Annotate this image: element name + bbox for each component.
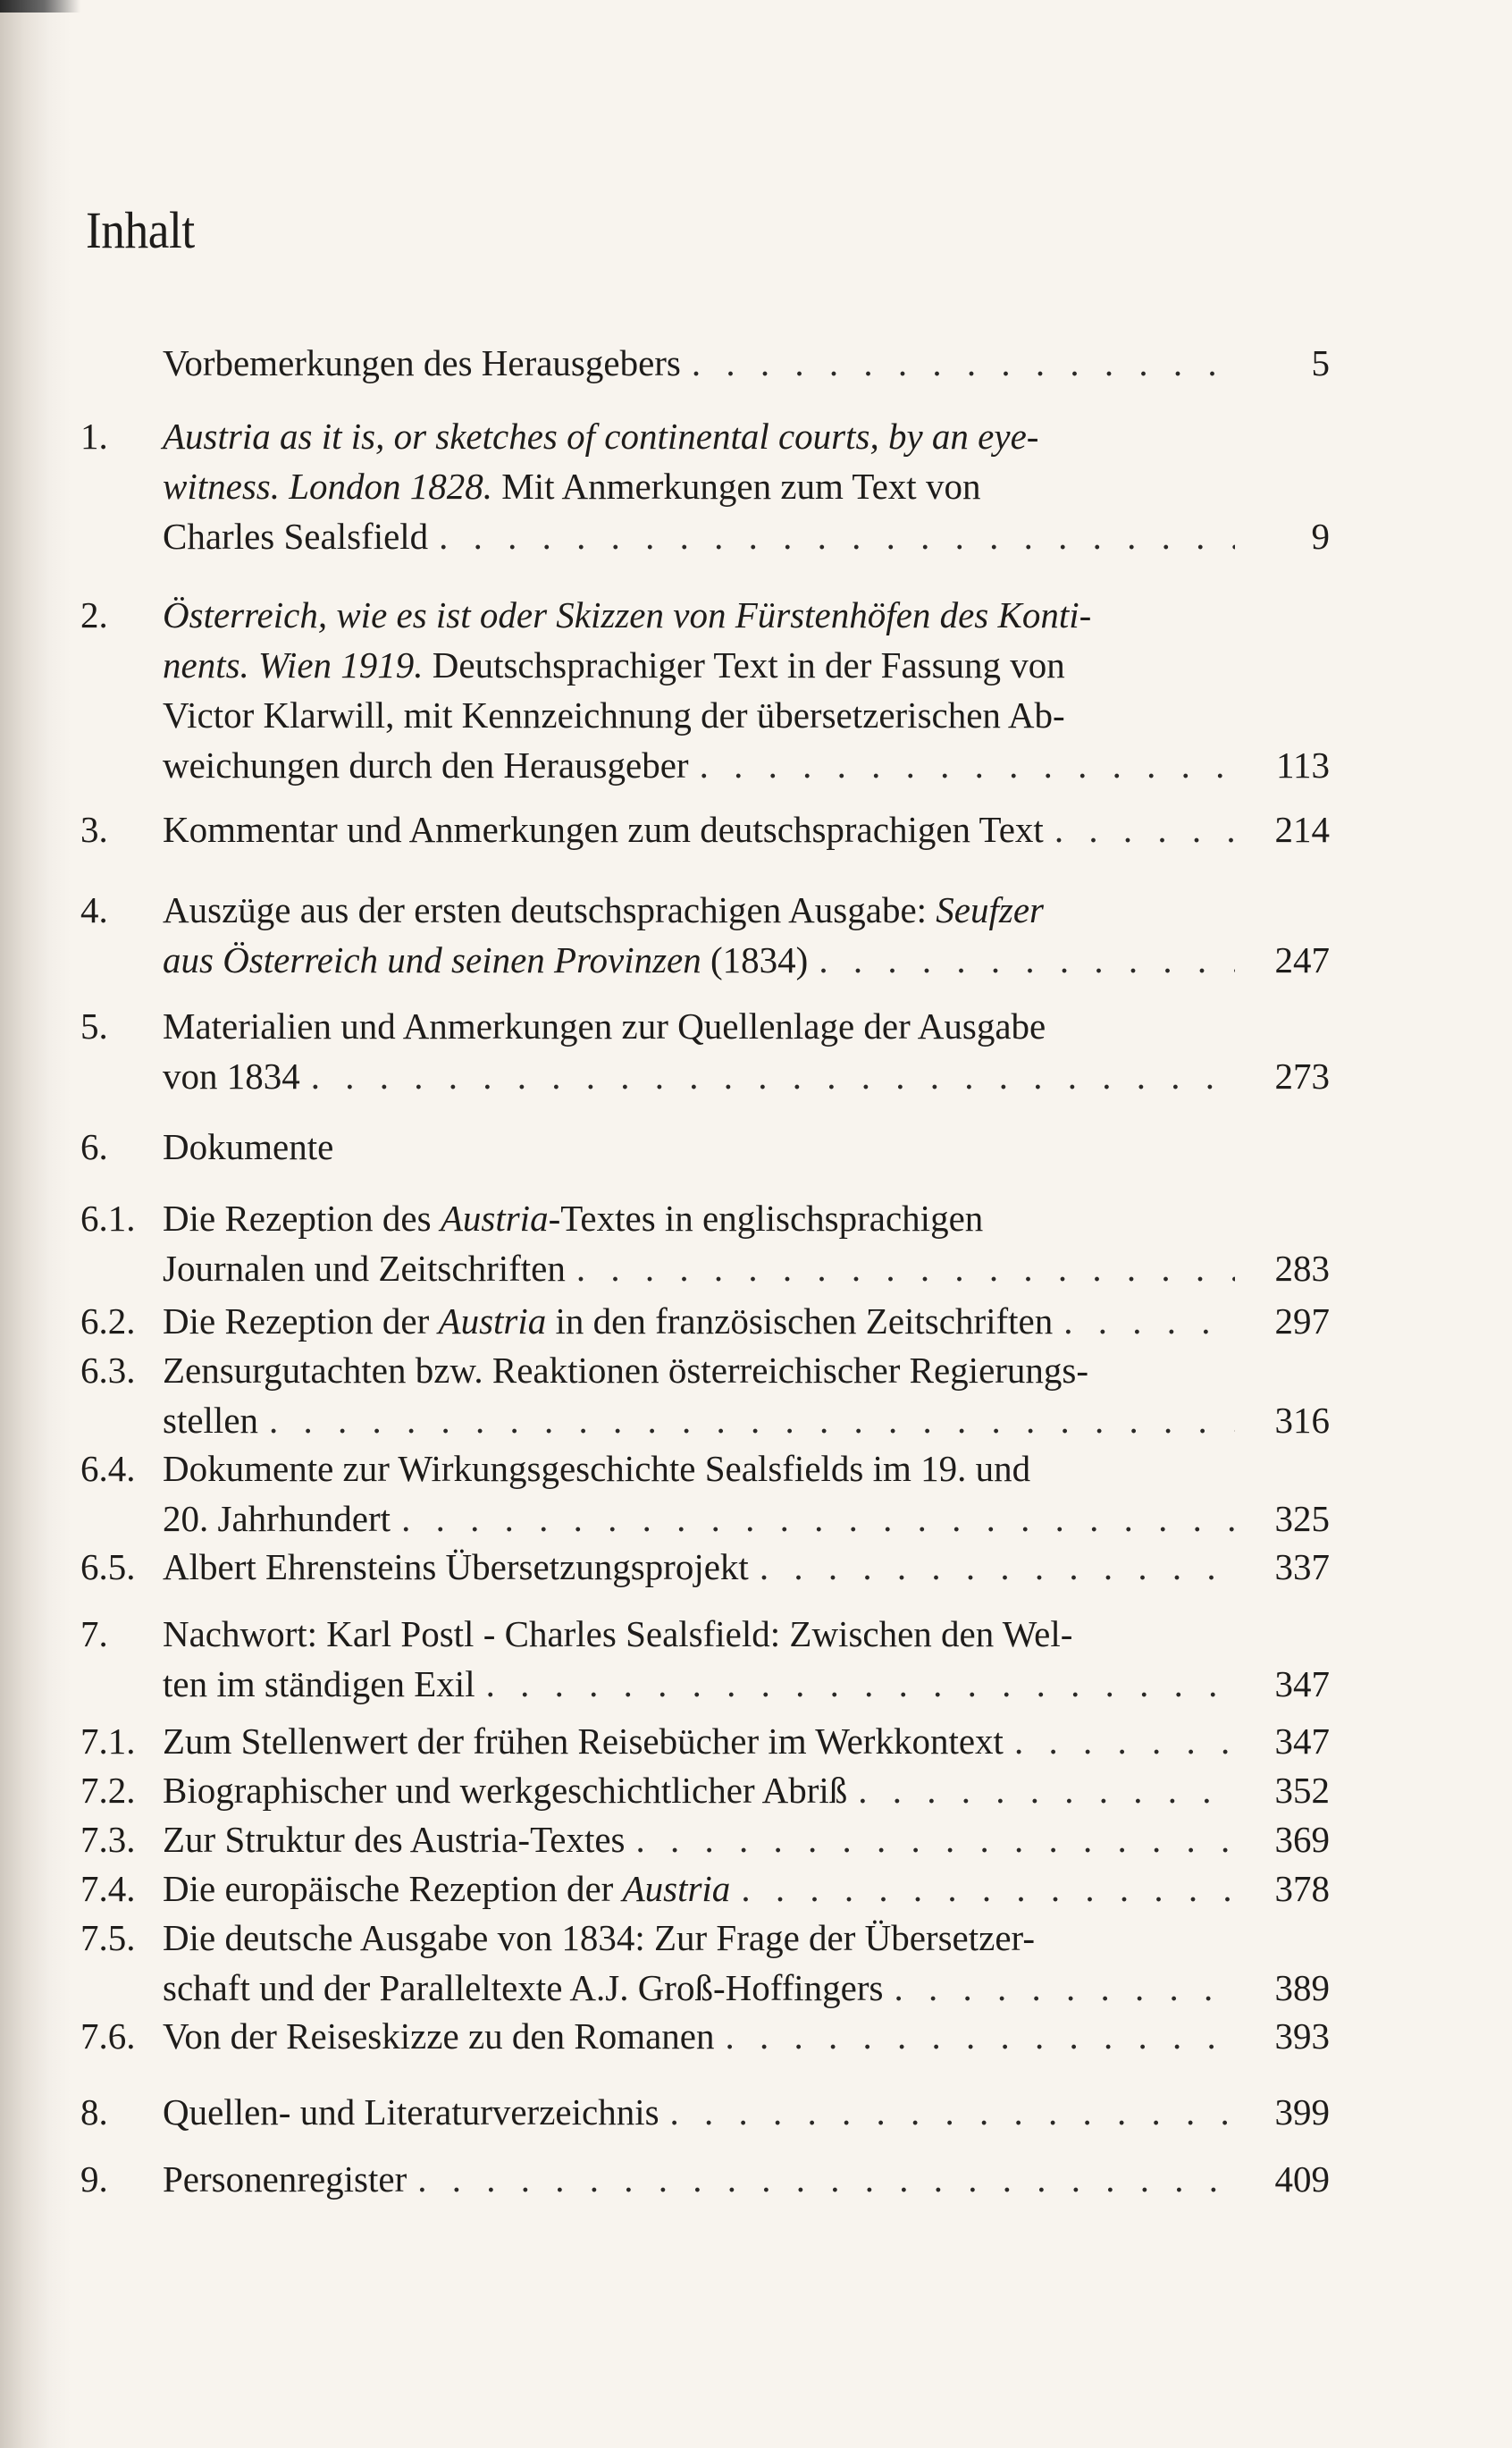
toc-entry-number: 7. xyxy=(80,1613,108,1654)
dot-leader xyxy=(475,1659,1235,1709)
toc-entry-number: 7.3. xyxy=(80,1819,136,1860)
dot-leader xyxy=(714,2011,1235,2061)
toc-entry-number: 7.1. xyxy=(80,1720,136,1762)
dot-leader xyxy=(808,935,1235,985)
toc-page-number: 325 xyxy=(1274,1498,1330,1539)
toc-entry[interactable] xyxy=(0,885,1512,985)
toc-page-number: 5 xyxy=(1311,342,1330,383)
toc-entry-number: 4. xyxy=(80,889,108,930)
toc-entry-number: 6.2. xyxy=(80,1300,136,1342)
toc-page-number: 393 xyxy=(1274,2015,1330,2057)
toc-entry-title-line: Kommentar und Anmerkungen zum deutschsprachigen Text xyxy=(163,809,1044,850)
dot-leader xyxy=(258,1395,1235,1445)
toc-entry-title-line: Victor Klarwill, mit Kennzeichnung der übersetzerischen Ab- xyxy=(163,694,1065,736)
toc-page-number: 389 xyxy=(1274,1967,1330,2008)
toc-page-number: 316 xyxy=(1274,1400,1330,1441)
toc-entry[interactable] xyxy=(0,1765,1512,1815)
toc-entry[interactable] xyxy=(0,804,1512,854)
toc-entry-title-line: von 1834 xyxy=(163,1056,300,1097)
toc-entry-title-line: weichungen durch den Herausgeber xyxy=(163,744,689,786)
toc-entry-title-line: Nachwort: Karl Postl - Charles Sealsfield: Zwischen den Wel- xyxy=(163,1613,1073,1654)
toc-entry[interactable] xyxy=(0,2011,1512,2061)
toc-entry-number: 6.1. xyxy=(80,1198,136,1239)
toc-entry-number: 6.3. xyxy=(80,1350,136,1391)
toc-entry-title-line: Charles Sealsfield xyxy=(163,516,429,557)
toc-entry-title-line: Dokumente zur Wirkungsgeschichte Sealsfields im 19. und xyxy=(163,1448,1031,1489)
toc-entry-title-line: Von der Reiseskizze zu den Romanen xyxy=(163,2015,715,2057)
toc-entry[interactable] xyxy=(0,338,1512,388)
toc-page-number: 214 xyxy=(1274,809,1330,850)
dot-leader xyxy=(407,2154,1235,2204)
toc-entry-title-line: Albert Ehrensteins Übersetzungsprojekt xyxy=(163,1546,749,1587)
toc-page-number: 352 xyxy=(1274,1770,1330,1811)
toc-page-number: 347 xyxy=(1274,1720,1330,1762)
toc-page-number: 297 xyxy=(1274,1300,1330,1342)
toc-entry-title-line: Zensurgutachten bzw. Reaktionen österreichischer Regierungs- xyxy=(163,1350,1089,1391)
toc-page-number: 283 xyxy=(1274,1248,1330,1289)
toc-entry-title-line: Personenregister xyxy=(163,2158,407,2200)
toc-entry-title-line: nents. Wien 1919. Deutschsprachiger Text in der Fassung von xyxy=(163,644,1065,686)
toc-entry-number: 7.5. xyxy=(80,1917,136,1958)
dot-leader xyxy=(847,1765,1235,1815)
toc-entry[interactable] xyxy=(0,1814,1512,1864)
dot-leader xyxy=(626,1814,1235,1864)
toc-entry-title-line: Die europäische Rezeption der Austria xyxy=(163,1868,731,1909)
dot-leader xyxy=(659,2087,1235,2137)
toc-entry[interactable] xyxy=(0,1122,1512,1172)
toc-entry[interactable] xyxy=(0,1443,1512,1544)
page-corner-mark xyxy=(0,0,80,13)
dot-leader xyxy=(566,1243,1235,1293)
toc-entry-number: 7.2. xyxy=(80,1770,136,1811)
dot-leader xyxy=(749,1542,1235,1592)
toc-entry-title-line: ten im ständigen Exil xyxy=(163,1663,475,1704)
dot-leader xyxy=(1053,1296,1235,1346)
toc-entry-title-line: stellen xyxy=(163,1400,259,1441)
toc-entry-title-line: 20. Jahrhundert xyxy=(163,1498,391,1539)
toc-page-number: 9 xyxy=(1311,516,1330,557)
toc-entry-title-line: Dokumente xyxy=(163,1126,334,1167)
toc-entry[interactable] xyxy=(0,1542,1512,1592)
toc-entry-number: 2. xyxy=(80,594,108,635)
toc-entry-number: 6.4. xyxy=(80,1448,136,1489)
toc-entry-title-line: Zum Stellenwert der frühen Reisebücher im Werkkontext xyxy=(163,1720,1004,1762)
toc-entry-title-line: Materialien und Anmerkungen zur Quellenlage der Ausgabe xyxy=(163,1005,1046,1047)
toc-entry[interactable] xyxy=(0,411,1512,561)
toc-entry-title-line: Österreich, wie es ist oder Skizzen von Fürstenhöfen des Konti- xyxy=(163,594,1092,635)
toc-entry-number: 6. xyxy=(80,1126,108,1167)
toc-entry-title-line: Zur Struktur des Austria-Textes xyxy=(163,1819,626,1860)
dot-leader xyxy=(391,1493,1235,1544)
dot-leader xyxy=(730,1863,1235,1914)
toc-entry-title-line: Journalen und Zeitschriften xyxy=(163,1248,566,1289)
toc-page-number: 337 xyxy=(1274,1546,1330,1587)
toc-entry-number: 7.6. xyxy=(80,2015,136,2057)
dot-leader xyxy=(428,511,1235,561)
toc-entry-title-line: Austria as it is, or sketches of continental courts, by an eye- xyxy=(163,416,1039,457)
toc-page-number: 378 xyxy=(1274,1868,1330,1909)
toc-entry-title-line: Vorbemerkungen des Herausgebers xyxy=(163,342,681,383)
dot-leader xyxy=(689,740,1235,790)
toc-entry[interactable] xyxy=(0,1913,1512,2013)
toc-page-number: 347 xyxy=(1274,1663,1330,1704)
toc-entry[interactable] xyxy=(0,1001,1512,1101)
dot-leader xyxy=(1044,804,1235,854)
dot-leader xyxy=(1004,1716,1235,1766)
dot-leader xyxy=(300,1051,1235,1101)
toc-entry[interactable] xyxy=(0,1193,1512,1293)
toc-entry-number: 9. xyxy=(80,2158,108,2200)
toc-entry-number: 7.4. xyxy=(80,1868,136,1909)
dot-leader xyxy=(681,338,1235,388)
toc-entry-title-line: Biographischer und werkgeschichtlicher Abriß xyxy=(163,1770,848,1811)
toc-entry-number: 1. xyxy=(80,416,108,457)
toc-entry[interactable] xyxy=(0,1296,1512,1346)
toc-entry-title-line: Auszüge aus der ersten deutschsprachigen Ausgabe: Seufzer xyxy=(163,889,1044,930)
toc-entry-title-line: witness. London 1828. Mit Anmerkungen zum Text von xyxy=(163,466,981,507)
toc-page-number: 273 xyxy=(1274,1056,1330,1097)
toc-page-number: 247 xyxy=(1274,939,1330,980)
toc-entry[interactable] xyxy=(0,1716,1512,1766)
toc-page-number: 409 xyxy=(1274,2158,1330,2200)
toc-entry-number: 6.5. xyxy=(80,1546,136,1587)
toc-entry[interactable] xyxy=(0,1863,1512,1914)
toc-entry-number: 3. xyxy=(80,809,108,850)
toc-entry-title-line: Quellen- und Literaturverzeichnis xyxy=(163,2091,659,2133)
toc-page-number: 369 xyxy=(1274,1819,1330,1860)
toc-entry-number: 8. xyxy=(80,2091,108,2133)
toc-entry-title-line: Die Rezeption der Austria in den französischen Zeitschriften xyxy=(163,1300,1054,1342)
toc-entry-title-line: Die Rezeption des Austria-Textes in englischsprachigen xyxy=(163,1198,984,1239)
toc-page-number: 399 xyxy=(1274,2091,1330,2133)
toc-entry[interactable] xyxy=(0,2087,1512,2137)
toc-entry-number: 5. xyxy=(80,1005,108,1047)
dot-leader xyxy=(884,1963,1236,2013)
toc-page-number: 113 xyxy=(1276,744,1330,786)
toc-entry-title-line: schaft und der Paralleltexte A.J. Groß-Hoffingers xyxy=(163,1967,884,2008)
page-title: Inhalt xyxy=(86,201,195,259)
toc-entry[interactable] xyxy=(0,1345,1512,1445)
toc-entry[interactable] xyxy=(0,1609,1512,1709)
toc-entry[interactable] xyxy=(0,590,1512,790)
toc-entry[interactable] xyxy=(0,2154,1512,2204)
toc-entry-title-line: aus Österreich und seinen Provinzen (1834) xyxy=(163,939,809,980)
toc-entry-title-line: Die deutsche Ausgabe von 1834: Zur Frage der Übersetzer- xyxy=(163,1917,1036,1958)
